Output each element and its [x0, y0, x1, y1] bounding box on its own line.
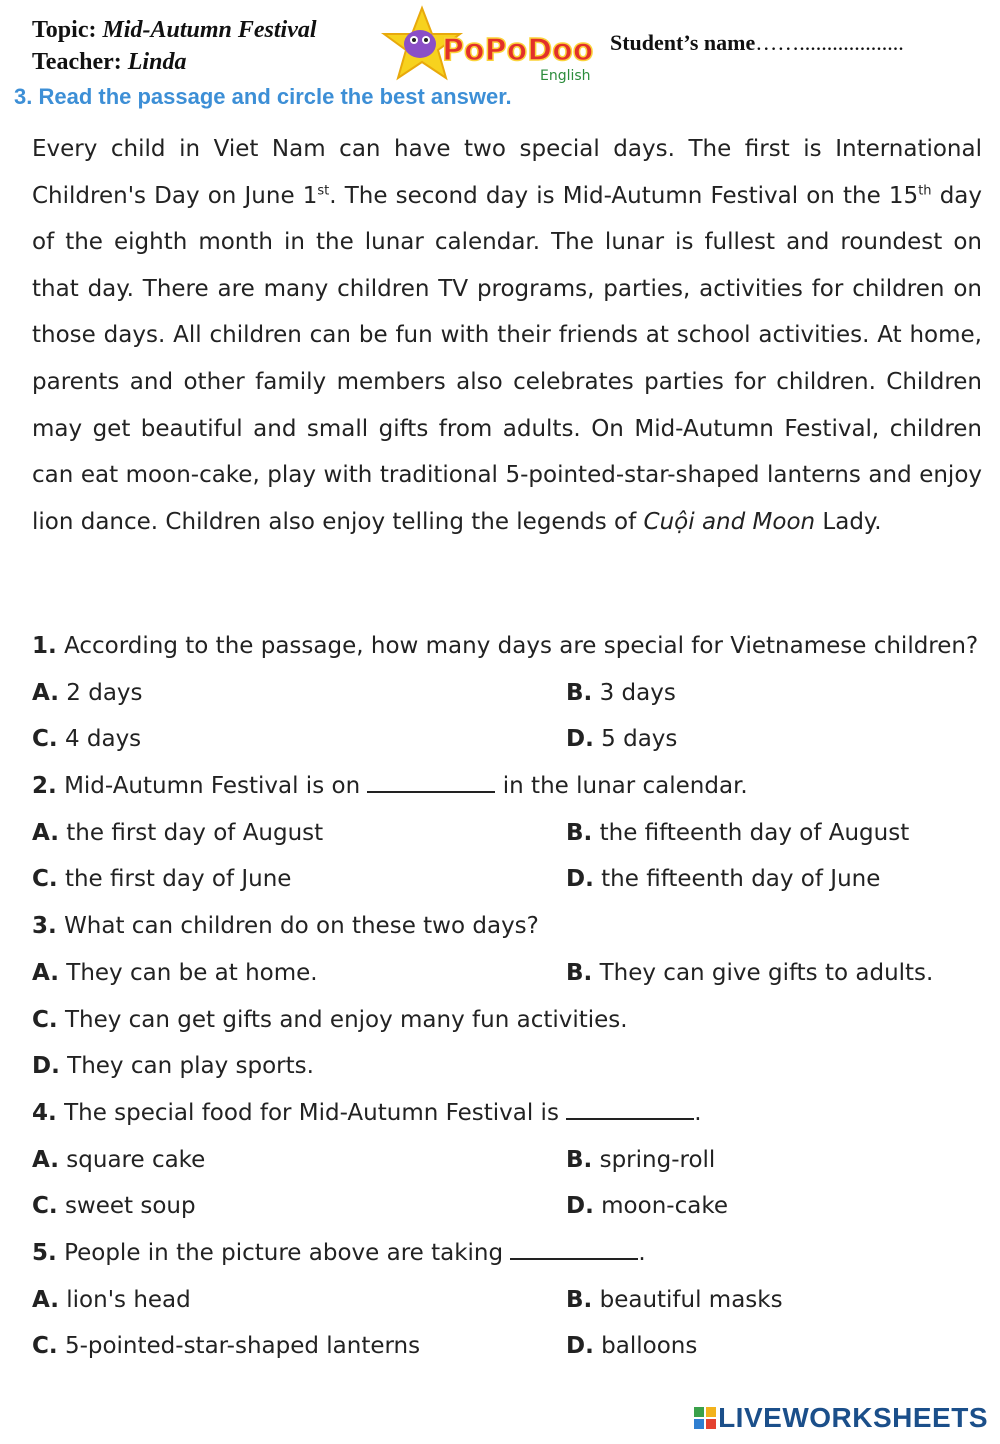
- q4-option-d[interactable]: D. moon-cake: [566, 1193, 728, 1220]
- teacher-line: [32, 46, 317, 78]
- q4-option-c[interactable]: C. sweet soup: [32, 1193, 196, 1220]
- q3-option-b[interactable]: B. They can give gifts to adults.: [566, 959, 934, 986]
- q5-option-d[interactable]: D. balloons: [566, 1333, 698, 1360]
- q3-option-a[interactable]: A. They can be at home.: [32, 959, 318, 986]
- q4-options-cd: [32, 1183, 982, 1230]
- q2-option-a[interactable]: A. the first day of August: [32, 819, 324, 846]
- liveworksheets-brand[interactable]: [694, 1402, 988, 1434]
- q5-option-b[interactable]: B. beautiful masks: [566, 1286, 783, 1313]
- q2-options-cd: [32, 856, 982, 903]
- q1-option-d[interactable]: D. 5 days: [566, 726, 678, 753]
- questions: [32, 623, 982, 1370]
- q1-option-a[interactable]: A. 2 days: [32, 679, 143, 706]
- q5-option-a[interactable]: A. lion's head: [32, 1286, 191, 1313]
- popodoo-logo: [380, 4, 600, 84]
- student-name-line: [610, 30, 904, 56]
- question-2: 2. Mid-Autumn Festival is on in the lunar calendar.: [32, 763, 982, 810]
- q3-options-ab: [32, 950, 982, 997]
- q4-option-b[interactable]: B. spring-roll: [566, 1146, 716, 1173]
- topic-value: Mid-Autumn Festival: [102, 17, 317, 43]
- q5-option-c[interactable]: C. 5-pointed-star-shaped lanterns: [32, 1333, 421, 1360]
- q5-blank[interactable]: [510, 1236, 638, 1260]
- question-3: 3. What can children do on these two days?: [32, 913, 539, 940]
- header-info: [32, 14, 317, 78]
- teacher-value: Linda: [127, 49, 187, 75]
- teacher-label: Teacher:: [32, 49, 122, 75]
- logo-text: PoPoDoo: [442, 33, 594, 68]
- q1-options-ab: [32, 670, 982, 717]
- liveworksheets-icon: [694, 1407, 716, 1429]
- q4-options-ab: [32, 1137, 982, 1184]
- logo-subtext: English: [540, 68, 591, 84]
- q2-options-ab: [32, 810, 982, 857]
- student-name-field[interactable]: ……...................: [755, 30, 904, 55]
- topic-line: [32, 14, 317, 46]
- q2-option-c[interactable]: C. the first day of June: [32, 866, 292, 893]
- q2-option-b[interactable]: B. the fifteenth day of August: [566, 819, 910, 846]
- q4-blank[interactable]: [566, 1096, 694, 1120]
- q4-option-a[interactable]: A. square cake: [32, 1146, 206, 1173]
- q2-blank[interactable]: [367, 769, 495, 793]
- student-name-label: Student’s name: [610, 30, 756, 55]
- question-1: 1. According to the passage, how many days are special for Vietnamese children?: [32, 633, 979, 659]
- q3-option-d[interactable]: D. They can play sports.: [32, 1053, 314, 1080]
- instruction-heading: 3. Read the passage and circle the best answer.: [14, 84, 512, 109]
- q1-option-b[interactable]: B. 3 days: [566, 679, 676, 706]
- q1-option-c[interactable]: C. 4 days: [32, 726, 142, 753]
- liveworksheets-text: LIVEWORKSHEETS: [718, 1402, 988, 1433]
- q1-options-cd: [32, 716, 982, 763]
- q5-options-cd: [32, 1323, 982, 1370]
- question-5: 5. People in the picture above are taking .: [32, 1230, 982, 1277]
- q3-option-c[interactable]: C. They can get gifts and enjoy many fun activities.: [32, 1006, 628, 1033]
- topic-label: Topic:: [32, 17, 97, 43]
- q2-option-d[interactable]: D. the fifteenth day of June: [566, 866, 881, 893]
- question-4: 4. The special food for Mid-Autumn Festival is .: [32, 1090, 982, 1137]
- reading-passage: Every child in Viet Nam can have two special days. The first is International Children's Day on June 1st. The second day is Mid-Autumn Festival on the 15th day of the eighth month in the lunar calendar. The lunar is fullest and roundest on that day. There are many children TV programs, parties, activities for children on those days. All children can be fun with their friends at school activities. At home, parents and other family members also celebrates parties for children. Children may get beautiful and small gifts from adults. On Mid-Autumn Festival, children can eat moon-cake, play with traditional 5-pointed-star-shaped lanterns and enjoy lion dance. Children also enjoy telling the legends of Cuội and Moon Lady.: [32, 136, 983, 535]
- q5-options-ab: [32, 1277, 982, 1324]
